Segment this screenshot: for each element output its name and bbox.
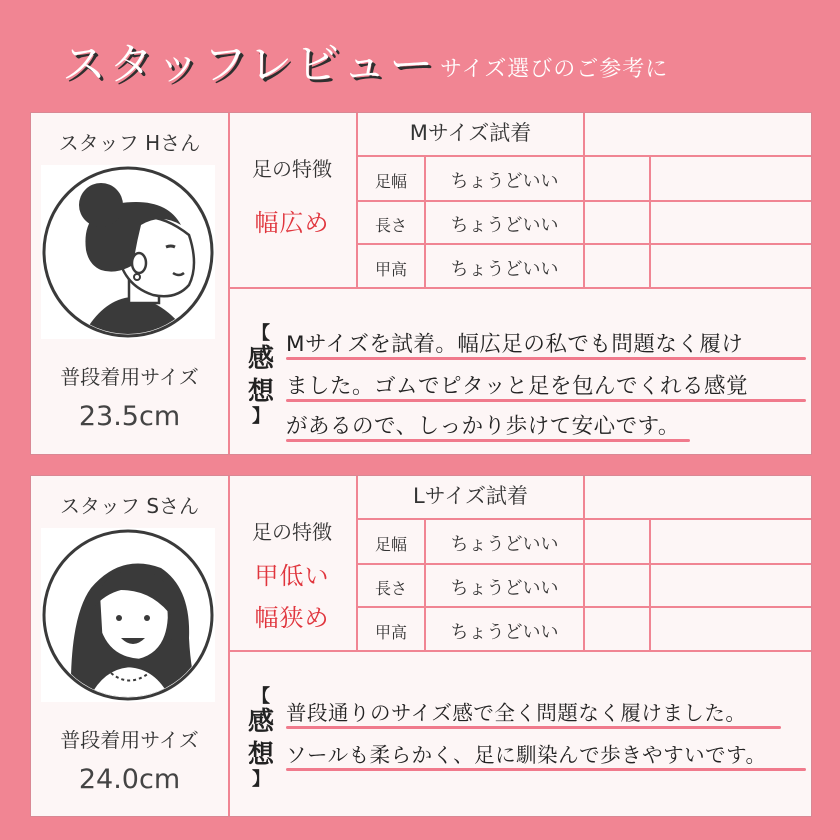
fit-row-label: 足幅 [374, 172, 407, 191]
fit-row-label: 甲高 [374, 623, 407, 642]
impression-section [228, 652, 811, 816]
grid-line [583, 113, 585, 287]
usual-size-label: 普段着用サイズ [60, 365, 199, 389]
foot-feature-value: 幅狭め [254, 604, 330, 632]
fit-row-label: 甲高 [374, 260, 407, 279]
fit-row-value: ちょうどいい [450, 622, 559, 643]
grid-line [583, 518, 811, 520]
foot-feature-value: 甲低い [254, 562, 330, 590]
page-title: スタッフレビュー [62, 39, 437, 90]
impression-text-line: ました。ゴムでピタッと足を包んでくれる感覚 [286, 374, 749, 399]
fit-row-value: ちょうどいい [450, 171, 559, 192]
trial-size-heading: Mサイズ試着 [409, 121, 532, 145]
staff-avatar [41, 528, 215, 702]
usual-size-label: 普段着用サイズ [60, 728, 199, 752]
foot-feature-cell [228, 476, 358, 650]
impression-label: 【 感想 】 [247, 323, 274, 427]
impression-label: 【 感想 】 [247, 686, 274, 790]
fit-row-value: ちょうどいい [450, 215, 559, 236]
staff-profile [31, 113, 230, 454]
fit-row-value: ちょうどいい [450, 578, 559, 599]
usual-size-value: 23.5cm [78, 401, 181, 432]
impression-section [228, 289, 811, 453]
staff-name: スタッフ Hさん [58, 131, 201, 155]
impression-text-line: Mサイズを試着。幅広足の私でも問題なく履け [286, 332, 744, 357]
foot-feature-label: 足の特徴 [252, 520, 332, 544]
fit-row-value: ちょうどいい [450, 259, 559, 280]
grid-line [649, 155, 651, 287]
staff-name: スタッフ Sさん [59, 494, 200, 518]
fit-row-label: 長さ [374, 579, 407, 598]
grid-line [649, 518, 651, 650]
staff-avatar [41, 165, 215, 339]
impression-text-line: があるので、しっかり歩けて安心です。 [286, 414, 680, 439]
text-underline [286, 768, 806, 771]
grid-line [358, 518, 583, 520]
grid-line [358, 155, 583, 157]
foot-feature-value: 幅広め [254, 209, 330, 237]
review-card-staff-s [30, 475, 812, 817]
trial-size-heading: Lサイズ試着 [412, 484, 529, 508]
foot-feature-cell [228, 113, 358, 287]
text-underline [286, 726, 781, 729]
usual-size-value: 24.0cm [78, 764, 181, 795]
grid-line [583, 476, 585, 650]
staff-profile [31, 476, 230, 816]
page-subtitle: サイズ選びのご参考に [440, 57, 669, 82]
impression-text-line: 普段通りのサイズ感で全く問題なく履けました。 [286, 701, 747, 725]
fit-row-label: 足幅 [374, 535, 407, 554]
grid-line [583, 155, 811, 157]
foot-feature-label: 足の特徴 [252, 157, 332, 181]
fit-row-value: ちょうどいい [450, 534, 559, 555]
impression-text-line: ソールも柔らかく、足に馴染んで歩きやすいです。 [286, 743, 767, 767]
fit-row-label: 長さ [374, 216, 407, 235]
review-card-staff-h [30, 112, 812, 455]
